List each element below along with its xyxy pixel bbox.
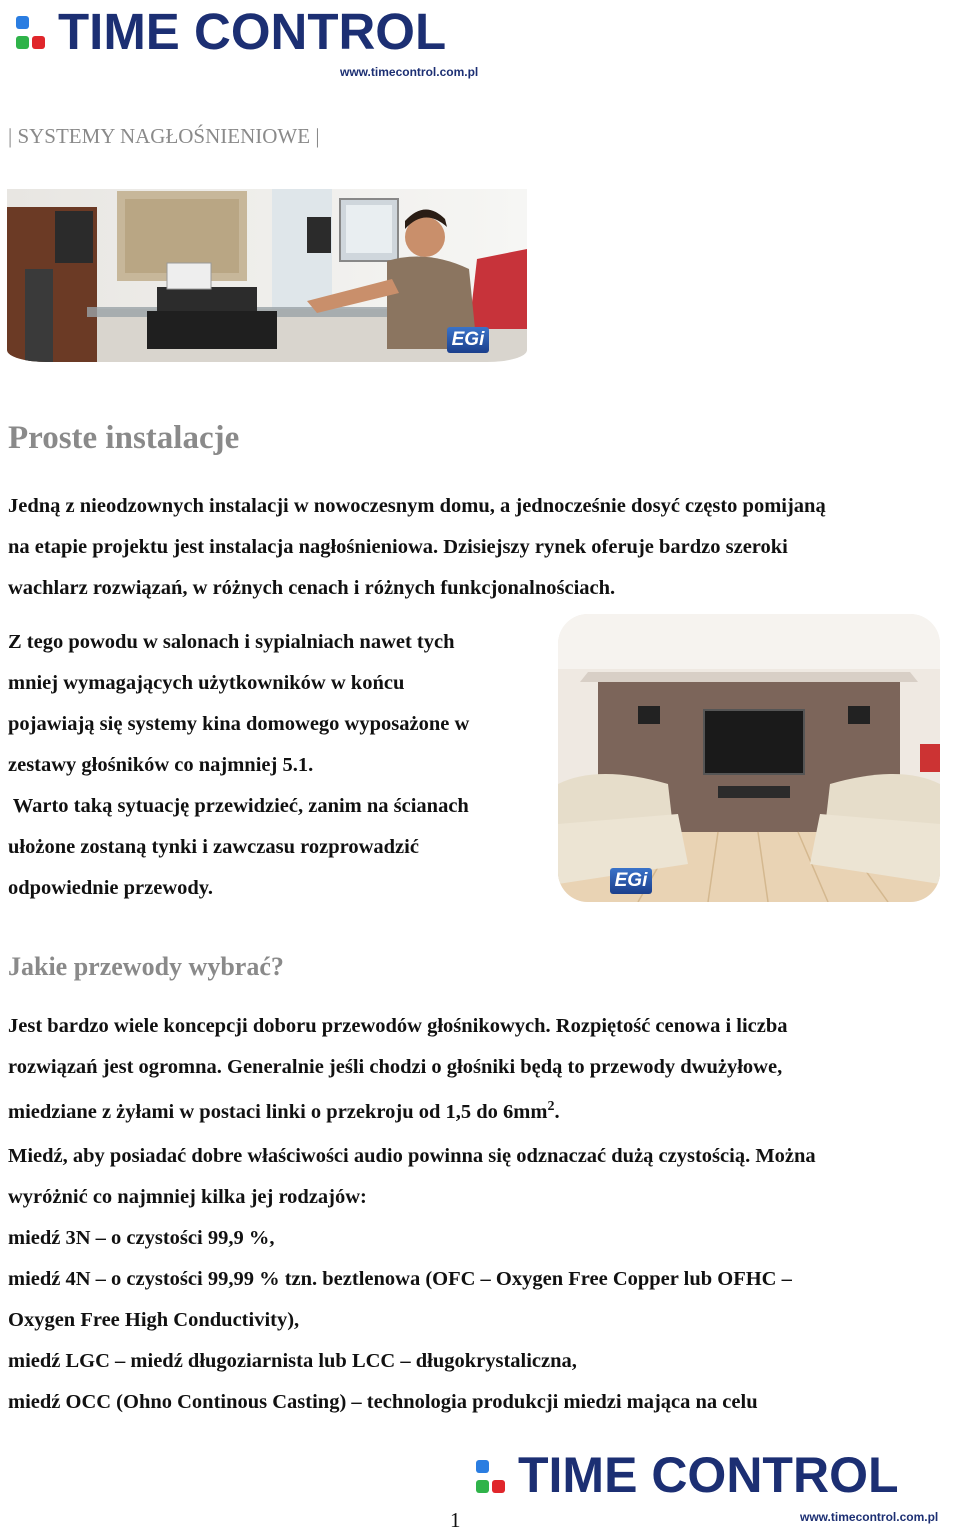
photo-stereo-room — [7, 189, 527, 362]
text-fragment: miedziane z żyłami w postaci linki o przekroju od 1,5 do 6mm — [8, 1101, 548, 1123]
superscript: 2 — [547, 1099, 555, 1115]
text-line-with-superscript — [8, 1088, 816, 1136]
header-logo — [14, 3, 494, 84]
text-line: miedź 3N – o czystości 99,9 %, — [8, 1227, 275, 1249]
text-line: mniej wymagających użytkowników w końcu — [8, 672, 405, 694]
text-line: Warto taką sytuację przewidzieć, zanim na ścianach — [8, 795, 469, 817]
logo-url: www.timecontrol.com.pl — [800, 1510, 939, 1524]
home-cinema-paragraph — [8, 622, 469, 909]
page-title: Proste instalacje — [8, 420, 240, 456]
text-line: zestawy głośników co najmniej 5.1. — [8, 754, 314, 776]
logo-url: www.timecontrol.com.pl — [340, 65, 479, 79]
text-line: miedź 4N – o czystości 99,99 % tzn. beztlenowa (OFC – Oxygen Free Copper lub OFHC – — [8, 1268, 792, 1290]
logo-wordmark: TIME CONTROL — [58, 3, 447, 60]
logo-dots-icon — [14, 14, 46, 54]
footer-logo — [474, 1447, 954, 1528]
section-tag: | SYSTEMY NAGŁOŚNIENIOWE | — [8, 124, 320, 148]
text-line: wyróżnić co najmniej kilka jej rodzajów: — [8, 1186, 367, 1208]
logo-dots-icon — [474, 1458, 506, 1498]
text-line: rozwiązań jest ogromna. Generalnie jeśli chodzi o głośniki będą to przewody dwużyłowe, — [8, 1056, 783, 1078]
text-line: wachlarz rozwiązań, w różnych cenach i różnych funkcjonalnościach. — [8, 577, 616, 599]
photo-home-cinema — [558, 614, 940, 902]
egi-badge: EGi — [610, 868, 652, 894]
text-line: Miedź, aby posiadać dobre właściwości audio powinna się odznaczać dużą czystością. Można — [8, 1145, 816, 1167]
logo-wordmark: TIME CONTROL — [518, 1447, 899, 1503]
intro-paragraph — [8, 486, 826, 609]
photo-home-cinema-illustration — [558, 614, 940, 902]
text-line: Oxygen Free High Conductivity), — [8, 1309, 300, 1331]
text-line: na etapie projektu jest instalacja nagłośnieniowa. Dzisiejszy rynek oferuje bardzo szeroki — [8, 536, 788, 558]
text-line: Jedną z nieodzownych instalacji w nowoczesnym domu, a jednocześnie dosyć często pomijaną — [8, 495, 826, 517]
egi-badge: EGi — [447, 327, 489, 353]
text-line: Z tego powodu w salonach i sypialniach nawet tych — [8, 631, 455, 653]
page-number: 1 — [450, 1508, 461, 1532]
text-line: miedź LGC – miedź długoziarnista lub LCC – długokrystaliczna, — [8, 1350, 577, 1372]
text-line: pojawiają się systemy kina domowego wyposażone w — [8, 713, 470, 735]
text-line: Jest bardzo wiele koncepcji doboru przewodów głośnikowych. Rozpiętość cenowa i liczba — [8, 1015, 788, 1037]
section-subtitle: Jakie przewody wybrać? — [8, 952, 284, 981]
text-line: ułożone zostaną tynki i zawczasu rozprowadzić — [8, 836, 419, 858]
cables-paragraph — [8, 1006, 816, 1423]
text-line: miedź OCC (Ohno Continous Casting) – technologia produkcji miedzi mająca na celu — [8, 1391, 758, 1413]
text-line: odpowiednie przewody. — [8, 877, 214, 899]
text-fragment: . — [554, 1101, 560, 1123]
